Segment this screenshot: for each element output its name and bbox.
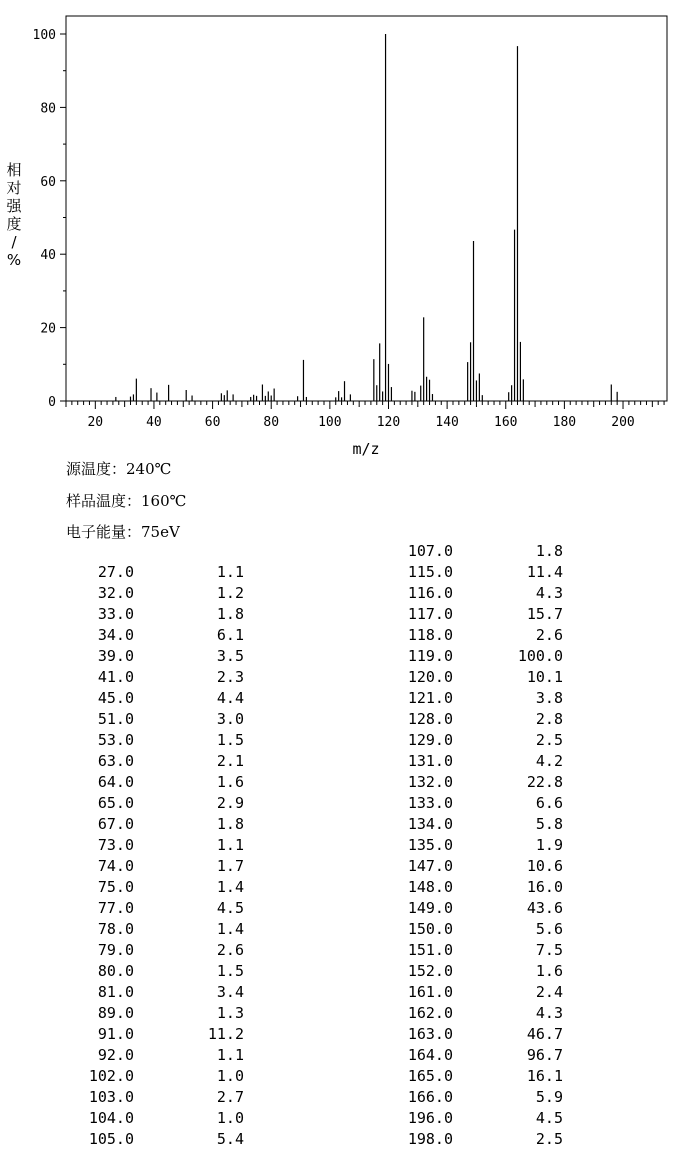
intensity-value: 4.3 — [535, 584, 563, 602]
mz-value: 33.0 — [97, 605, 134, 623]
mz-value: 166.0 — [407, 1088, 453, 1106]
mz-value: 135.0 — [407, 836, 453, 854]
intensity-value: 4.4 — [216, 689, 244, 707]
table-row — [0, 940, 680, 961]
intensity-value: 1.1 — [216, 1046, 244, 1064]
intensity-value: 4.2 — [535, 752, 563, 770]
mz-value: 80.0 — [97, 962, 134, 980]
mz-value: 133.0 — [407, 794, 453, 812]
intensity-value: 2.1 — [216, 752, 244, 770]
intensity-value: 3.8 — [535, 689, 563, 707]
table-row — [0, 961, 680, 982]
intensity-value: 1.8 — [216, 605, 244, 623]
intensity-value: 5.4 — [216, 1130, 244, 1148]
mz-value: 120.0 — [407, 668, 453, 686]
table-row — [0, 982, 680, 1003]
intensity-value: 10.1 — [526, 668, 563, 686]
table-row — [0, 856, 680, 877]
intensity-value: 1.3 — [216, 1004, 244, 1022]
intensity-value: 11.2 — [207, 1025, 244, 1043]
intensity-value: 15.7 — [526, 605, 563, 623]
intensity-value: 46.7 — [526, 1025, 563, 1043]
table-row — [0, 709, 680, 730]
sample-temperature: 样品温度：160℃ — [66, 492, 187, 510]
mz-value: 115.0 — [407, 563, 453, 581]
intensity-value: 3.5 — [216, 647, 244, 665]
table-row — [0, 562, 680, 583]
intensity-value: 11.4 — [526, 563, 563, 581]
x-axis-label: m/z — [352, 440, 380, 458]
intensity-value: 1.4 — [216, 920, 244, 938]
mass-spectrum-chart — [0, 0, 680, 460]
intensity-value: 2.5 — [535, 1130, 563, 1148]
plot-frame — [66, 16, 667, 401]
electron-energy: 电子能量：75eV — [66, 523, 180, 541]
table-row — [0, 604, 680, 625]
table-row — [0, 814, 680, 835]
y-tick-label: 20 — [40, 321, 56, 337]
mz-value: 132.0 — [407, 773, 453, 791]
mz-value: 77.0 — [97, 899, 134, 917]
peak-table-right — [0, 541, 680, 1150]
table-row — [0, 541, 680, 562]
intensity-value: 2.7 — [216, 1088, 244, 1106]
y-tick-label: 100 — [32, 28, 56, 43]
intensity-value: 4.3 — [535, 1004, 563, 1022]
x-tick-label: 80 — [263, 415, 280, 430]
mz-value: 118.0 — [407, 626, 453, 644]
mz-value: 89.0 — [97, 1004, 134, 1022]
intensity-value: 2.6 — [535, 626, 563, 644]
mz-value: 128.0 — [407, 710, 453, 728]
y-tick-label: 80 — [40, 101, 56, 117]
x-tick-label: 100 — [318, 415, 342, 430]
mz-value: 119.0 — [407, 647, 453, 665]
table-row — [0, 772, 680, 793]
intensity-value: 3.4 — [216, 983, 244, 1001]
x-tick-label: 60 — [204, 415, 221, 430]
mz-value: 41.0 — [97, 668, 134, 686]
intensity-value: 1.4 — [216, 878, 244, 896]
intensity-value: 1.1 — [216, 836, 244, 854]
mz-value: 78.0 — [97, 920, 134, 938]
mz-value: 116.0 — [407, 584, 453, 602]
mz-value: 53.0 — [97, 731, 134, 749]
mz-value: 196.0 — [407, 1109, 453, 1127]
table-row — [0, 1003, 680, 1024]
y-tick-label: 40 — [40, 248, 56, 264]
intensity-value: 43.6 — [526, 899, 563, 917]
table-row — [0, 1066, 680, 1087]
intensity-value: 100.0 — [517, 647, 563, 665]
x-tick-label: 120 — [376, 415, 401, 430]
table-row — [0, 730, 680, 751]
mz-value: 151.0 — [407, 941, 453, 959]
mz-value: 105.0 — [88, 1130, 134, 1148]
intensity-value: 1.8 — [216, 815, 244, 833]
table-row — [0, 646, 680, 667]
intensity-value: 5.8 — [535, 815, 563, 833]
intensity-value: 1.7 — [216, 857, 244, 875]
mz-value: 81.0 — [97, 983, 134, 1001]
mz-value: 91.0 — [97, 1025, 134, 1043]
mz-value: 121.0 — [407, 689, 453, 707]
table-row — [0, 793, 680, 814]
mz-value: 152.0 — [407, 962, 453, 980]
table-row — [0, 919, 680, 940]
mz-value: 198.0 — [407, 1130, 453, 1148]
mz-value: 67.0 — [97, 815, 134, 833]
mz-value: 165.0 — [407, 1067, 453, 1085]
table-row — [0, 877, 680, 898]
mz-value: 134.0 — [407, 815, 453, 833]
intensity-value: 2.9 — [216, 794, 244, 812]
mz-value: 74.0 — [97, 857, 134, 875]
source-temperature: 源温度：240℃ — [66, 460, 172, 478]
mz-value: 161.0 — [407, 983, 453, 1001]
intensity-value: 4.5 — [216, 899, 244, 917]
mz-value: 51.0 — [97, 710, 134, 728]
intensity-value: 2.6 — [216, 941, 244, 959]
y-axis-label: 相对强度/ % — [6, 161, 22, 269]
x-tick-label: 160 — [494, 415, 518, 430]
mz-value: 27.0 — [97, 563, 134, 581]
intensity-value: 4.5 — [535, 1109, 563, 1127]
intensity-value: 1.1 — [216, 563, 244, 581]
mz-value: 65.0 — [97, 794, 134, 812]
intensity-value: 2.5 — [535, 731, 563, 749]
mz-value: 148.0 — [407, 878, 453, 896]
mz-value: 149.0 — [407, 899, 453, 917]
mz-value: 107.0 — [407, 542, 453, 560]
intensity-value: 1.5 — [216, 731, 244, 749]
intensity-value: 1.5 — [216, 962, 244, 980]
mz-value: 32.0 — [97, 584, 134, 602]
mz-value: 129.0 — [407, 731, 453, 749]
intensity-value: 1.0 — [216, 1067, 244, 1085]
table-row — [0, 1087, 680, 1108]
intensity-value: 22.8 — [526, 773, 563, 791]
table-row — [0, 835, 680, 856]
mz-value: 103.0 — [88, 1088, 134, 1106]
mz-value: 131.0 — [407, 752, 453, 770]
intensity-value: 7.5 — [535, 941, 563, 959]
intensity-value: 1.6 — [535, 962, 563, 980]
mz-value: 150.0 — [407, 920, 453, 938]
intensity-value: 10.6 — [526, 857, 563, 875]
table-row — [0, 1129, 680, 1150]
table-row — [0, 688, 680, 709]
mz-value: 104.0 — [88, 1109, 134, 1127]
intensity-value: 1.6 — [216, 773, 244, 791]
x-tick-label: 200 — [611, 415, 635, 430]
mz-value: 162.0 — [407, 1004, 453, 1022]
intensity-value: 1.8 — [535, 542, 563, 560]
intensity-value: 2.8 — [535, 710, 563, 728]
mz-value: 117.0 — [407, 605, 453, 623]
x-tick-label: 20 — [87, 415, 104, 430]
table-row — [0, 751, 680, 772]
intensity-value: 1.0 — [216, 1109, 244, 1127]
intensity-value: 96.7 — [526, 1046, 563, 1064]
intensity-value: 2.3 — [216, 668, 244, 686]
table-row — [0, 898, 680, 919]
mz-value: 163.0 — [407, 1025, 453, 1043]
x-tick-label: 140 — [435, 415, 459, 430]
intensity-value: 16.1 — [526, 1067, 563, 1085]
y-tick-label: 0 — [48, 395, 56, 410]
x-axis-ticks — [66, 401, 664, 430]
table-row — [0, 1024, 680, 1045]
spectrum-bars — [116, 34, 617, 401]
y-axis-ticks — [33, 28, 66, 410]
intensity-value: 5.6 — [535, 920, 563, 938]
mz-value: 63.0 — [97, 752, 134, 770]
mz-value: 92.0 — [97, 1046, 134, 1064]
intensity-value: 6.6 — [535, 794, 563, 812]
table-row — [0, 1108, 680, 1129]
intensity-value: 16.0 — [526, 878, 563, 896]
mz-value: 102.0 — [88, 1067, 134, 1085]
intensity-value: 3.0 — [216, 710, 244, 728]
table-row — [0, 667, 680, 688]
mz-value: 64.0 — [97, 773, 134, 791]
mz-value: 39.0 — [97, 647, 134, 665]
intensity-value: 5.9 — [535, 1088, 563, 1106]
intensity-value: 1.9 — [535, 836, 563, 854]
mz-value: 164.0 — [407, 1046, 453, 1064]
table-row — [0, 583, 680, 604]
x-tick-label: 40 — [146, 415, 162, 430]
mz-value: 147.0 — [407, 857, 453, 875]
intensity-value: 1.2 — [216, 584, 244, 602]
mz-value: 79.0 — [97, 941, 134, 959]
y-tick-label: 60 — [40, 174, 56, 190]
intensity-value: 6.1 — [216, 626, 244, 644]
intensity-value: 2.4 — [535, 983, 563, 1001]
mz-value: 75.0 — [97, 878, 134, 896]
mz-value: 45.0 — [97, 689, 134, 707]
mz-value: 73.0 — [97, 836, 134, 854]
table-row — [0, 1045, 680, 1066]
x-tick-label: 180 — [552, 415, 577, 430]
table-row — [0, 625, 680, 646]
mz-value: 34.0 — [97, 626, 134, 644]
